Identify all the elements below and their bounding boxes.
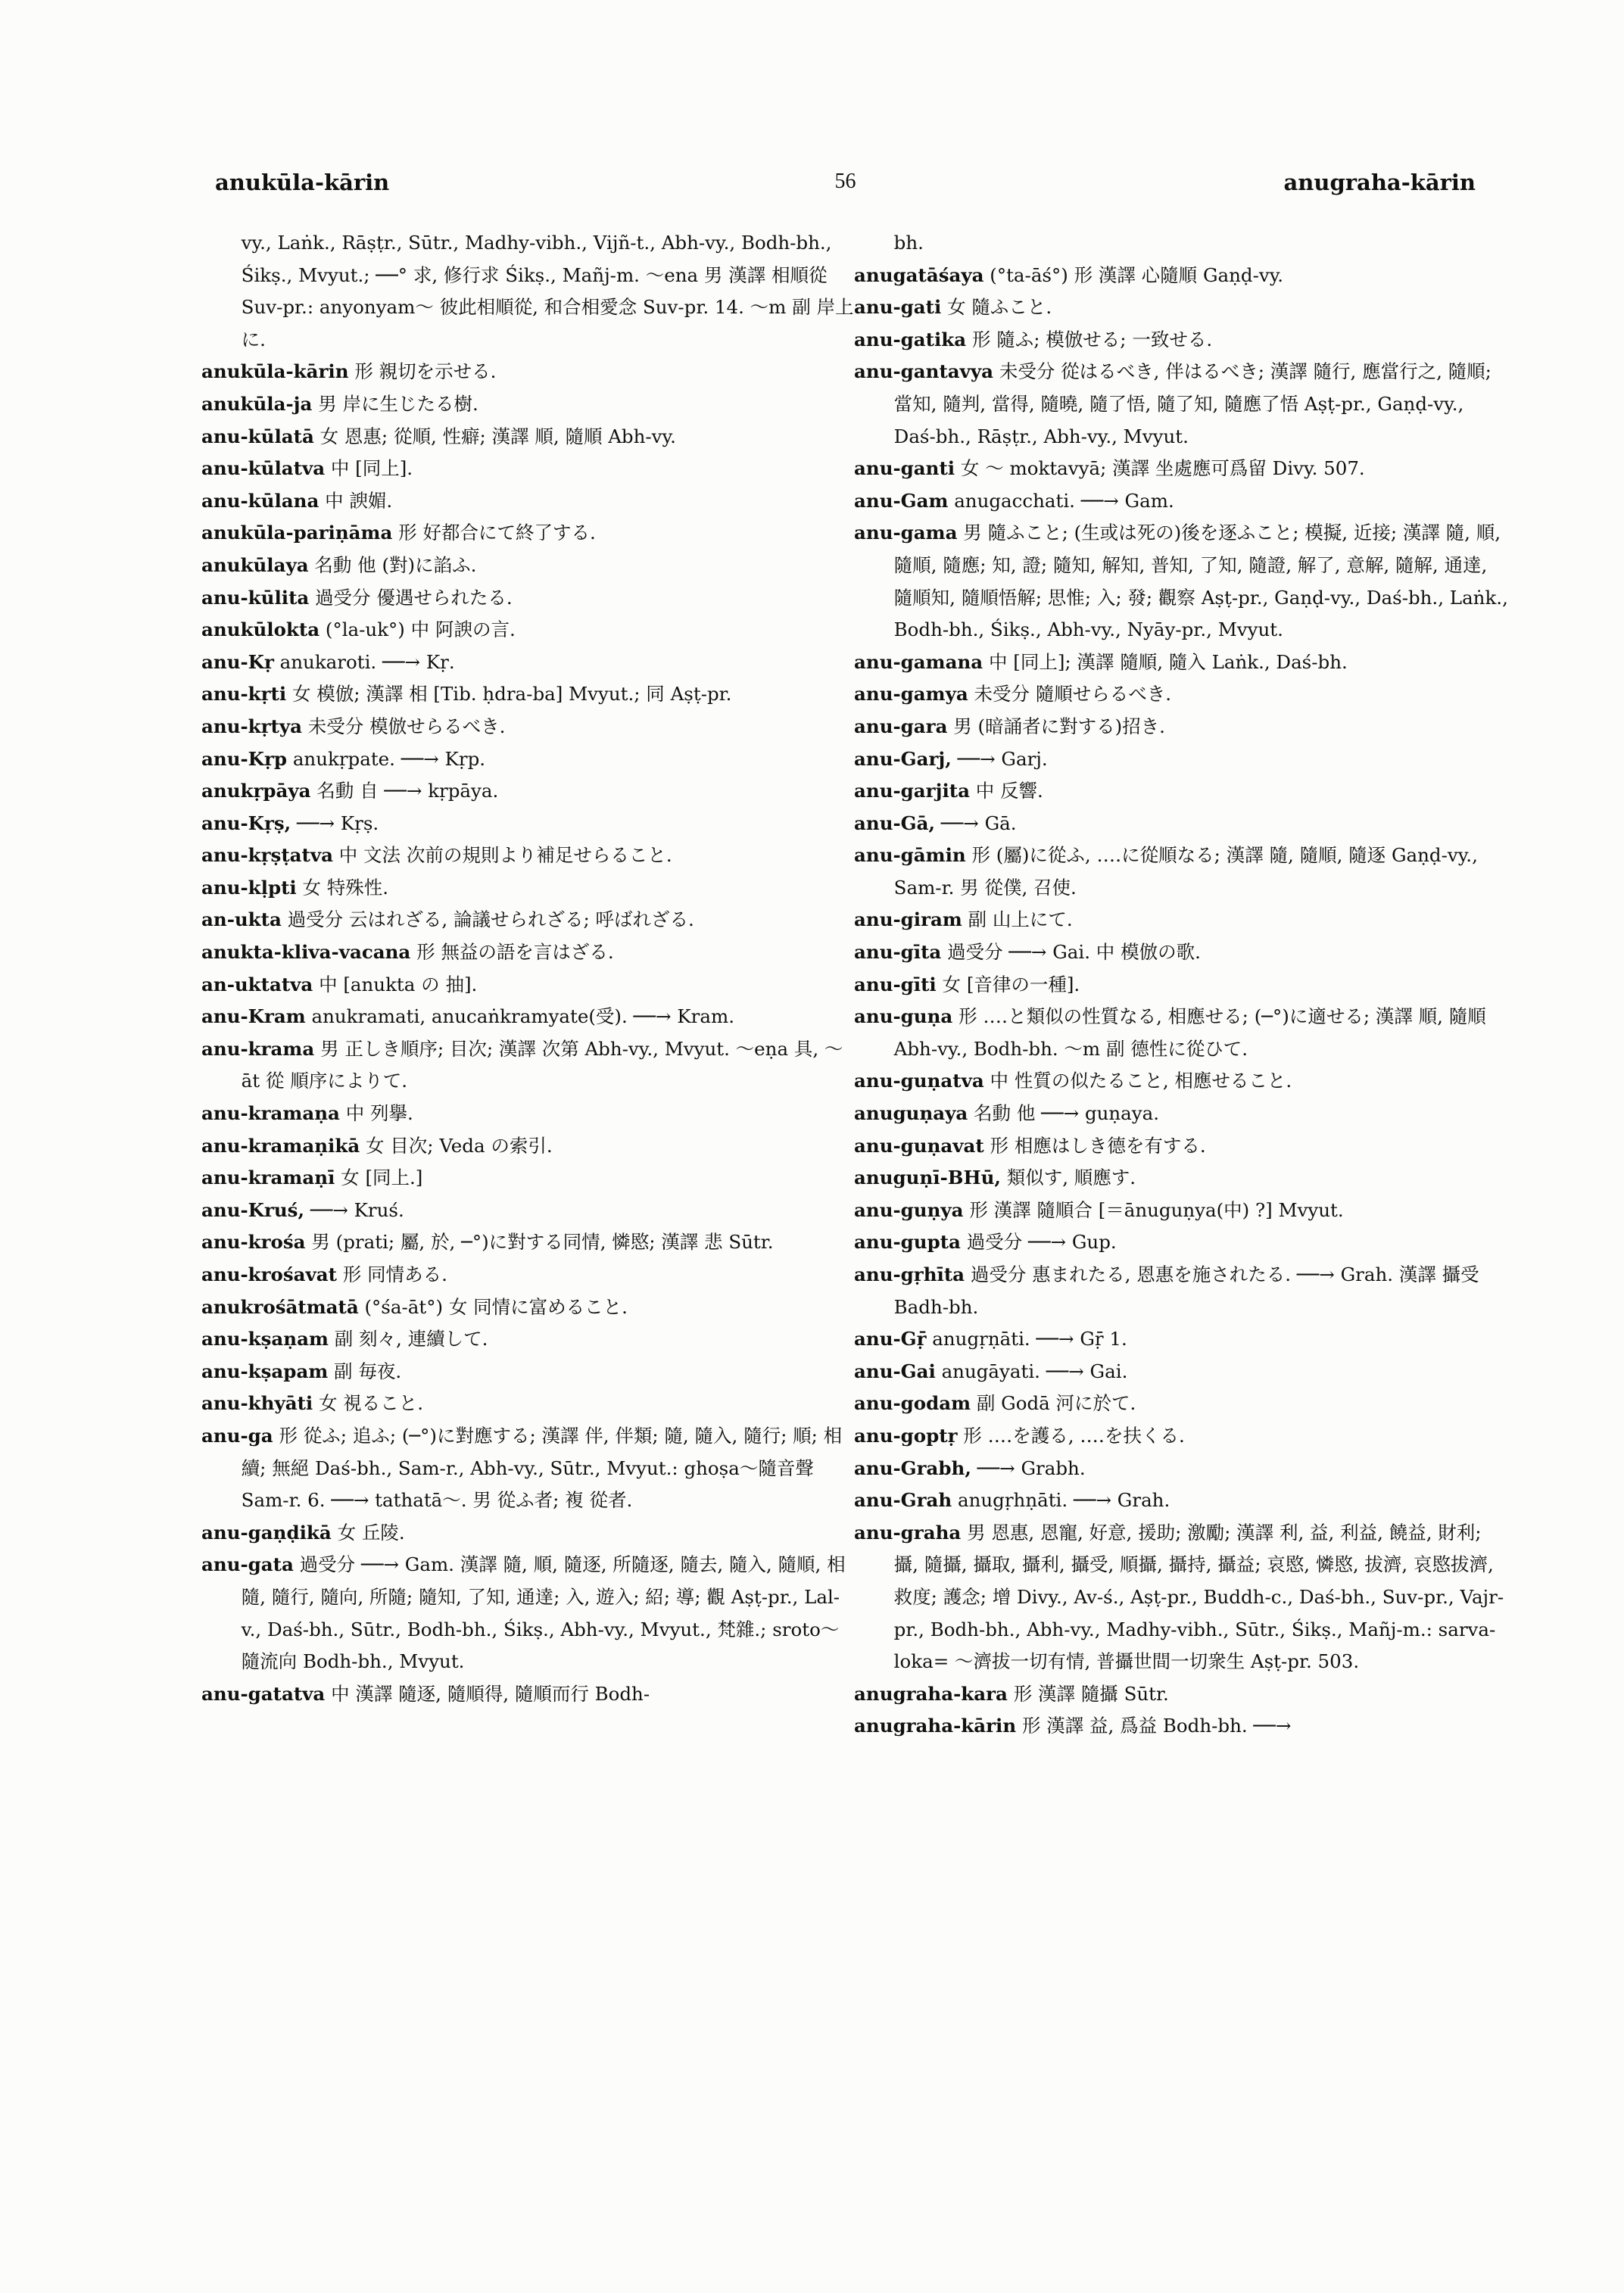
dictionary-entry [854, 227, 1509, 260]
dictionary-entry [201, 743, 856, 776]
dictionary-entry [854, 1130, 1509, 1163]
entry-definition: 男 (prati; 屬, 於, ─°)に對する同情, 憐愍; 漢譯 悲 Sūtr. [311, 1231, 774, 1254]
dictionary-entry [201, 1678, 856, 1711]
entry-definition: anukṛpate. ──→ Kṛp. [292, 747, 486, 770]
dictionary-entry [854, 1453, 1509, 1485]
entry-headword: anu-Kṛ [201, 650, 274, 673]
entry-headword: anu-Gam [854, 489, 949, 512]
entry-headword: anukūla-kārin [201, 360, 349, 383]
dictionary-entry [854, 1678, 1509, 1711]
entry-definition: anugacchati. ──→ Gam. [954, 489, 1174, 512]
dictionary-entry [201, 1130, 856, 1163]
dictionary-entry [201, 1098, 856, 1130]
entry-headword: anu-kramaṇī [201, 1167, 335, 1189]
entry-definition: 過受分 優遇せられたる. [315, 586, 513, 609]
dictionary-entry [201, 1420, 856, 1517]
entry-definition: 形 漢譯 隨攝 Sūtr. [1013, 1682, 1169, 1705]
entry-headword: anukūla-pariṇāma [201, 522, 393, 544]
entry-definition: 類似す, 順應す. [1006, 1167, 1136, 1189]
running-header [215, 170, 1476, 207]
dictionary-entry [201, 1291, 856, 1324]
entry-headword: anu-gaṇḍikā [201, 1521, 332, 1544]
entry-definition: 女 ～ moktavyā; 漢譯 坐處應可爲留 Divy. 507. [960, 457, 1365, 480]
entry-definition: 未受分 從はるべき, 伴はるべき; 漢譯 隨行, 應當行之, 隨順; 當知, 隨判, 當得, 隨曉, 隨了悟, 隨了知, 隨應了悟 Aṣṭ-pr., Gaṇḍ-vy., Daś-bh., Rāṣṭr., Abh-vy., Mvyut. [893, 360, 1492, 447]
dictionary-entry [201, 1259, 856, 1291]
entry-definition: 未受分 隨順せらるべき. [974, 683, 1172, 706]
dictionary-entry [854, 678, 1509, 711]
entry-definition: 女 恩惠; 從順, 性癖; 漢譯 順, 隨順 Abh-vy. [320, 425, 676, 447]
entry-headword: anu-gamya [854, 683, 968, 706]
entry-headword: anu-guṇatva [854, 1070, 984, 1092]
entry-definition: 形 無益の語を言はざる. [416, 941, 614, 964]
dictionary-entry [201, 517, 856, 550]
entry-definition: (°śa-āt°) 女 同情に富めること. [364, 1295, 628, 1318]
dictionary-entry [201, 421, 856, 453]
dictionary-entry [854, 646, 1509, 679]
entry-headword: anu-kṛtya [201, 715, 302, 737]
header-last-entry: anugraha-kārin [1283, 170, 1476, 195]
entry-headword: anu-gīti [854, 973, 937, 995]
entry-definition: 未受分 模倣せらるべき. [307, 715, 506, 737]
entry-headword: anu-gara [854, 715, 948, 737]
entry-headword: an-ukta [201, 908, 282, 931]
entry-definition: 中 漢譯 隨逐, 隨順得, 隨順而行 Bodh- [331, 1682, 650, 1705]
dictionary-entry [854, 1710, 1509, 1743]
entry-headword: anu-giram [854, 908, 962, 931]
dictionary-entry [854, 1485, 1509, 1517]
dictionary-entry [854, 1162, 1509, 1195]
entry-definition: 中 [同上]; 漢譯 隨順, 隨入 Laṅk., Daś-bh. [988, 650, 1348, 673]
dictionary-entry [201, 711, 856, 743]
entry-headword: anu-kūlana [201, 489, 320, 512]
entry-headword: anu-kramaṇa [201, 1102, 340, 1125]
dictionary-entry [854, 1001, 1509, 1065]
dictionary-entry [201, 969, 856, 1002]
dictionary-entry [201, 614, 856, 646]
entry-headword: anu-gāmin [854, 844, 966, 867]
entry-headword: anu-krośa [201, 1231, 306, 1254]
entry-headword: anu-Gai [854, 1360, 936, 1382]
entry-definition: 男 恩惠, 恩寵, 好意, 援助; 激勵; 漢譯 利, 益, 利益, 饒益, 財利; 攝, 隨攝, 攝取, 攝利, 攝受, 順攝, 攝持, 攝益; 哀愍, 憐愍, 拔濟, 哀愍拔濟, 救度; 護念; 增 Divy., Av-ś., Aṣṭ-pr., Buddh-c., Daś-bh., Suv-pr., Vajr-pr., Bodh-bh., Abh-vy., Madhy-vibh., Sūtr., Śikṣ., Mañj-m.: sarva-loka= ～濟拔一切有情, 普攝世間一切衆生 Aṣṭ-pr. 503. [893, 1521, 1504, 1673]
entry-definition: 中 列擧. [345, 1102, 413, 1125]
page-number: 56 [834, 170, 856, 193]
entry-definition: 女 [音律の一種]. [942, 973, 1080, 995]
dictionary-entry [854, 356, 1509, 453]
dictionary-entry [201, 1323, 856, 1356]
dictionary-entry [201, 485, 856, 518]
entry-definition: 中 性質の似たること, 相應せること. [990, 1070, 1292, 1092]
entry-definition: 過受分 惠まれたる, 恩惠を施されたる. ──→ Grah. 漢譯 攝受 Badh-bh. [893, 1263, 1479, 1318]
entry-headword: anu-Kṛp [201, 747, 288, 770]
entry-definition: 女 [同上.] [341, 1167, 423, 1189]
dictionary-entry [201, 550, 856, 582]
entry-definition: 女 視ること. [319, 1392, 424, 1415]
entry-definition: vy., Laṅk., Rāṣṭr., Sūtr., Madhy-vibh., Vijñ-t., Abh-vy., Bodh-bh., Śikṣ., Mvyut.; ──° 求, 修行求 Śikṣ., Mañj-m. ～ena 男 漢譯 相順從 Suv-pr.: anyonyam～ 彼此相順從, 和合相愛念 Suv-pr. 14. ～m 副 岸上に. [241, 232, 854, 350]
dictionary-entry [201, 904, 856, 936]
entry-headword: anu-krośavat [201, 1263, 337, 1285]
entry-headword: anu-kramaṇikā [201, 1134, 360, 1157]
dictionary-entry [854, 1323, 1509, 1356]
entry-headword: anu-khyāti [201, 1392, 313, 1415]
dictionary-entry [854, 775, 1509, 808]
entry-definition: 中 文法 次前の規則より補足せらること. [338, 844, 672, 867]
entry-headword: anuguṇaya [854, 1102, 968, 1125]
entry-definition: 形 從ふ; 追ふ; (─°)に對應する; 漢譯 伴, 伴類; 隨, 隨入, 隨行; 順; 相續; 無絕 Daś-bh., Sam-r., Abh-vy., Sūtr., Mvyut.: ghoṣa～隨音聲 Sam-r. 6. ──→ tathatā～. 男 從ふ者; 複 從者. [241, 1424, 843, 1512]
entry-definition: 形 隨ふ; 模倣せる; 一致せる. [971, 328, 1213, 350]
entry-definition: 過受分 ──→ Gam. 漢譯 隨, 順, 隨逐, 所隨逐, 隨去, 隨入, 隨順, 相隨, 隨行, 隨向, 所隨; 隨知, 了知, 通達; 入, 遊入; 紹; 導; 觀 Aṣṭ-pr., Lal-v., Daś-bh., Sūtr., Bodh-bh., Śikṣ., Abh-vy., Mvyut., 梵雜.; sroto～ 隨流向 Bodh-bh., Mvyut. [241, 1553, 846, 1673]
entry-definition: 形 ‥‥と類似の性質なる, 相應せる; (─°)に適せる; 漢譯 順, 隨順 Abh-vy., Bodh-bh. ～m 副 德性に從ひて. [893, 1005, 1486, 1060]
entry-headword: an-uktatva [201, 973, 313, 995]
dictionary-entry [854, 485, 1509, 518]
entry-headword: anu-Garj, [854, 747, 952, 770]
dictionary-entry [854, 1388, 1509, 1420]
dictionary-entry [201, 1033, 856, 1098]
dictionary-entry [854, 936, 1509, 969]
entry-definition: 過受分 云はれざる, 論議せられざる; 呼ばれざる. [287, 908, 694, 931]
entry-headword: anu-gata [201, 1553, 294, 1576]
dictionary-entry [201, 1195, 856, 1227]
entry-definition: 過受分 ──→ Gai. 中 模倣の歌. [947, 941, 1201, 964]
entry-definition: 過受分 ──→ Gup. [966, 1231, 1117, 1254]
entry-headword: anu-Grah [854, 1489, 952, 1512]
entry-definition: 名動 他 (對)に諂ふ. [314, 553, 477, 576]
entry-definition: 男 隨ふこと; (生或は死の)後を逐ふこと; 模擬, 近接; 漢譯 隨, 順, 隨順, 隨應; 知, 證; 隨知, 解知, 普知, 了知, 隨證, 解了, 意解, 隨解, 通達, 隨順知, 隨順悟解; 思惟; 入; 發; 觀察 Aṣṭ-pr., Gaṇḍ-vy., Daś-bh., Laṅk., Bodh-bh., Śikṣ., Abh-vy., Nyāy-pr., Mvyut. [893, 522, 1508, 641]
entry-headword: anu-gati [854, 296, 942, 319]
entry-headword: anu-kūlita [201, 586, 310, 609]
dictionary-entry [201, 227, 856, 356]
dictionary-entry [854, 743, 1509, 776]
entry-definition: 形 親切を示せる. [354, 360, 497, 383]
entry-headword: anu-Kṛṣ, [201, 812, 291, 834]
dictionary-entry [201, 1388, 856, 1420]
entry-definition: 女 隨ふこと. [947, 296, 1052, 319]
entry-definition: 名動 自 ──→ kṛpāya. [316, 780, 499, 802]
entry-definition: 男 正しき順序; 目次; 漢譯 次第 Abh-vy., Mvyut. ～eṇa 具, ～āt 從 順序によりて. [241, 1037, 843, 1092]
entry-definition: anugāyati. ──→ Gai. [941, 1360, 1128, 1382]
entry-definition: 女 目次; Veda の索引. [366, 1134, 553, 1157]
right-column [854, 227, 1509, 1743]
entry-headword: anugatāśaya [854, 263, 984, 286]
dictionary-entry [854, 840, 1509, 904]
entry-headword: anukṛpāya [201, 780, 311, 802]
entry-definition: 形 漢譯 隨順合 [＝ānuguṇya(中) ?] Mvyut. [969, 1198, 1344, 1221]
dictionary-entry [201, 808, 856, 840]
entry-definition: (°ta-āś°) 形 漢譯 心隨順 Gaṇḍ-vy. [990, 263, 1284, 286]
dictionary-entry [201, 840, 856, 872]
entry-headword: anu-Gṝ [854, 1328, 927, 1351]
entry-definition: (°la-uk°) 中 阿諛の言. [325, 618, 516, 641]
entry-headword: anu-Grabh, [854, 1456, 971, 1479]
dictionary-entry [854, 1259, 1509, 1323]
entry-definition: anukramati, anucaṅkramyate(受). ──→ Kram. [311, 1005, 735, 1028]
header-first-entry: anukūla-kārin [215, 170, 390, 195]
entry-definition: anugṛṇāti. ──→ Gṝ 1. [932, 1328, 1127, 1351]
dictionary-entry [201, 1356, 856, 1388]
left-column [201, 227, 856, 1710]
entry-headword: anu-gīta [854, 941, 942, 964]
entry-definition: 中 [同上]. [330, 457, 413, 480]
entry-definition: 女 特殊性. [302, 876, 389, 899]
entry-definition: ──→ Gā. [940, 812, 1017, 834]
entry-definition: ──→ Kruś. [310, 1198, 404, 1221]
entry-definition: 中 諛媚. [325, 489, 393, 512]
dictionary-entry [854, 808, 1509, 840]
entry-headword: anu-kṣapam [201, 1360, 329, 1382]
entry-definition: 男 (暗誦者に對する)招き. [953, 715, 1165, 737]
entry-headword: anu-kūlatā [201, 425, 314, 447]
entry-definition: 副 山上にて. [968, 908, 1073, 931]
entry-definition: ──→ Kṛṣ. [297, 812, 379, 834]
entry-headword: anu-kṛti [201, 683, 287, 706]
entry-headword: anu-gatika [854, 328, 967, 350]
entry-definition: 形 (屬)に從ふ, ‥‥に從順なる; 漢譯 隨, 隨順, 隨逐 Gaṇḍ-vy., Sam-r. 男 從僕, 召使. [893, 844, 1478, 899]
dictionary-entry [201, 1226, 856, 1259]
dictionary-entry [201, 1162, 856, 1195]
dictionary-entry [854, 453, 1509, 485]
entry-headword: anu-kṛṣṭatva [201, 844, 333, 867]
entry-headword: anu-ga [201, 1424, 273, 1447]
dictionary-entry [854, 1356, 1509, 1388]
dictionary-entry [201, 582, 856, 615]
entry-definition: 形 好都合にて終了する. [398, 522, 596, 544]
dictionary-entry [854, 324, 1509, 357]
dictionary-entry [201, 1517, 856, 1550]
entry-headword: anugraha-kārin [854, 1715, 1017, 1737]
dictionary-entry [201, 1001, 856, 1033]
entry-headword: anu-garjita [854, 780, 970, 802]
dictionary-entry [854, 711, 1509, 743]
entry-definition: ──→ Garj. [957, 747, 1048, 770]
dictionary-entry [854, 291, 1509, 324]
entry-headword: anu-guṇa [854, 1005, 953, 1028]
entry-headword: anu-krama [201, 1037, 315, 1060]
entry-headword: anukta-kliva-vacana [201, 941, 411, 964]
entry-definition: anugṛhṇāti. ──→ Grah. [957, 1489, 1170, 1512]
entry-definition: 女 模倣; 漢譯 相 [Tib. ḥdra-ba] Mvyut.; 同 Aṣṭ-pr. [291, 683, 732, 706]
entry-headword: anu-guṇavat [854, 1134, 984, 1157]
entry-headword: anu-godam [854, 1392, 971, 1415]
entry-headword: anu-Gā, [854, 812, 935, 834]
dictionary-entry [201, 453, 856, 485]
dictionary-entry [201, 388, 856, 421]
dictionary-entry [854, 517, 1509, 646]
entry-headword: anu-goptṛ [854, 1424, 958, 1447]
dictionary-entry [201, 936, 856, 969]
entry-headword: anuguṇī-BHū, [854, 1167, 1001, 1189]
entry-headword: anu-kḷpti [201, 876, 297, 899]
entry-headword: anu-gatatva [201, 1682, 326, 1705]
entry-definition: 形 同情ある. [342, 1263, 447, 1285]
entry-headword: anu-kūlatva [201, 457, 326, 480]
entry-headword: anu-guṇya [854, 1198, 964, 1221]
dictionary-entry [854, 1420, 1509, 1453]
entry-definition: ──→ Grabh. [977, 1456, 1086, 1479]
entry-headword: anu-gupta [854, 1231, 961, 1254]
entry-headword: anu-Kram [201, 1005, 306, 1028]
entry-headword: anu-gantavya [854, 360, 994, 383]
entry-headword: anu-gamana [854, 650, 983, 673]
entry-headword: anukūlokta [201, 618, 320, 641]
dictionary-entry [854, 1065, 1509, 1098]
entry-definition: 中 [anukta の 抽]. [319, 973, 478, 995]
entry-headword: anu-gama [854, 522, 958, 544]
dictionary-entry [201, 356, 856, 388]
entry-headword: anu-gṛhīta [854, 1263, 965, 1285]
entry-definition: 形 ‥‥を護る, ‥‥を扶くる. [963, 1424, 1185, 1447]
entry-definition: 女 丘陵. [337, 1521, 405, 1544]
entry-definition: 中 反響. [975, 780, 1043, 802]
dictionary-entry [201, 872, 856, 905]
entry-definition: 副 毎夜. [334, 1360, 402, 1382]
entry-headword: anukūla-ja [201, 392, 313, 415]
dictionary-entry [854, 1195, 1509, 1227]
entry-headword: anu-graha [854, 1521, 962, 1544]
dictionary-entry [201, 775, 856, 808]
dictionary-entry [201, 678, 856, 711]
dictionary-entry [854, 1098, 1509, 1130]
entry-headword: anu-Kruś, [201, 1198, 305, 1221]
entry-definition: anukaroti. ──→ Kṛ. [279, 650, 455, 673]
dictionary-entry [854, 969, 1509, 1002]
entry-headword: anugraha-kara [854, 1682, 1008, 1705]
entry-definition: 形 漢譯 益, 爲益 Bodh-bh. ──→ [1021, 1715, 1292, 1737]
entry-definition: 形 相應はしき德を有する. [990, 1134, 1206, 1157]
entry-definition: bh. [893, 232, 924, 254]
dictionary-entry [854, 260, 1509, 292]
entry-headword: anukrośātmatā [201, 1295, 359, 1318]
dictionary-entry [854, 904, 1509, 936]
entry-definition: 名動 他 ──→ guṇaya. [974, 1102, 1160, 1125]
dictionary-entry [854, 1226, 1509, 1259]
dictionary-entry [201, 646, 856, 679]
entry-headword: anu-kṣaṇam [201, 1328, 329, 1351]
dictionary-entry [854, 1517, 1509, 1678]
entry-headword: anukūlaya [201, 553, 309, 576]
dictionary-entry [201, 1549, 856, 1678]
entry-definition: 副 Godā 河に於て. [976, 1392, 1136, 1415]
entry-definition: 副 刻々, 連續して. [334, 1328, 488, 1351]
entry-headword: anu-ganti [854, 457, 955, 480]
entry-definition: 男 岸に生じたる樹. [318, 392, 478, 415]
